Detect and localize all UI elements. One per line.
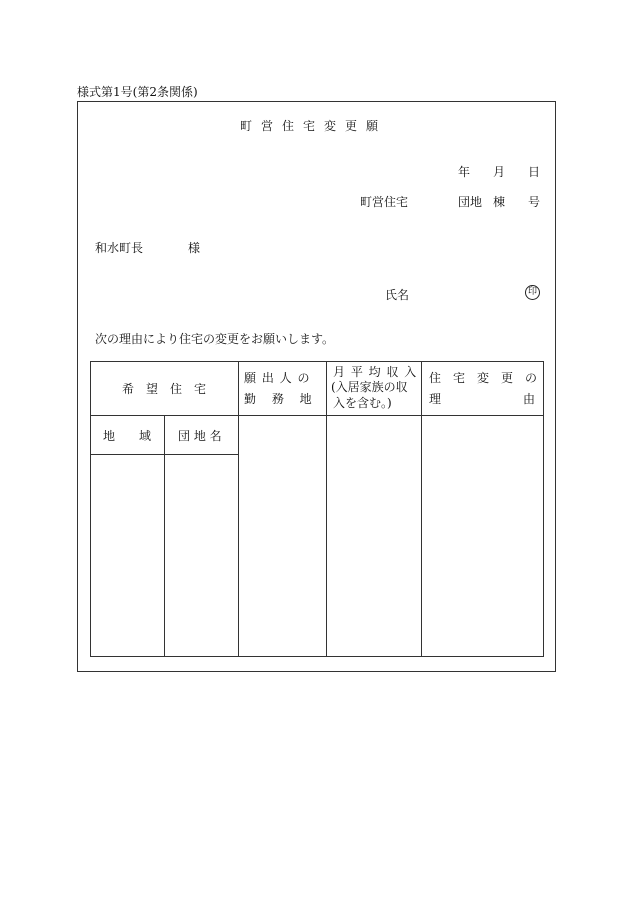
subheader-area: 地 域 bbox=[103, 429, 152, 443]
header-income-line2: (入居家族の収 bbox=[331, 380, 408, 394]
building-label: 棟 bbox=[493, 195, 506, 209]
header-income-line3: 入を含む。) bbox=[333, 396, 392, 410]
seal-icon: 印 bbox=[525, 285, 540, 300]
date-year-label: 年 bbox=[458, 165, 471, 179]
subheader-complex-name: 団 地 名 bbox=[178, 429, 222, 443]
unit-number-label: 号 bbox=[528, 195, 541, 209]
header-workplace-line1: 願 出 人 の bbox=[244, 371, 311, 385]
header-income-line1: 月 平 均 収 入 bbox=[333, 365, 418, 379]
header-reason-line1: 住 宅 変 更 の bbox=[429, 371, 538, 385]
header-reason-line2-left: 理 bbox=[429, 392, 442, 406]
form-title: 町営住宅変更願 bbox=[240, 119, 388, 133]
header-reason-line2-right: 由 bbox=[523, 392, 536, 406]
header-desired-housing: 希 望 住 宅 bbox=[122, 382, 207, 396]
form-number-label: 様式第1号(第2条関係) bbox=[77, 85, 198, 99]
table-outer-border bbox=[91, 362, 544, 657]
date-day-label: 日 bbox=[528, 165, 541, 179]
danchi-label: 団地 bbox=[458, 195, 483, 209]
date-month-label: 月 bbox=[493, 165, 506, 179]
addressee-name: 和水町長 bbox=[95, 241, 144, 255]
addressee-honorific: 様 bbox=[188, 241, 201, 255]
intro-text: 次の理由により住宅の変更をお願いします。 bbox=[95, 332, 335, 346]
applicant-name-label: 氏名 bbox=[385, 288, 410, 302]
header-workplace-line2: 勤 務 地 bbox=[244, 392, 312, 406]
housing-label: 町営住宅 bbox=[360, 195, 409, 209]
